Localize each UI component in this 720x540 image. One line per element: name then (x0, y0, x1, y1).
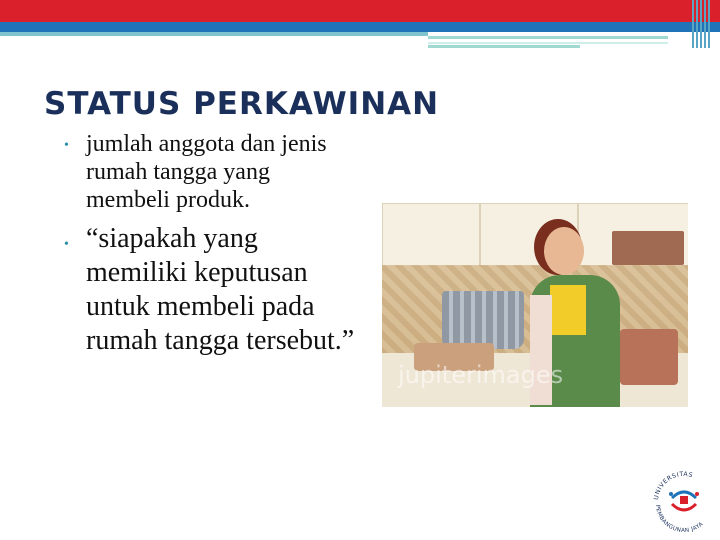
person-head (544, 227, 584, 275)
laundry-basket (442, 291, 524, 349)
stripe (700, 0, 702, 48)
bullet-text: “siapakah yang memiliki keputusan untuk membeli pada rumah tangga tersebut.” (86, 223, 355, 356)
svg-text:UNIVERSITAS: UNIVERSITAS (653, 470, 694, 501)
top-line-3 (428, 45, 580, 48)
towel-rack (612, 231, 684, 265)
top-line-2 (428, 42, 668, 44)
top-red-band (0, 0, 720, 22)
stripe (692, 0, 694, 48)
top-blue-band (0, 22, 720, 32)
university-logo (650, 466, 718, 534)
slide-title: STATUS PERKAWINAN (44, 86, 440, 122)
stripe (708, 0, 710, 48)
top-teal-band (0, 32, 428, 36)
photo-watermark: jupiterimages (398, 361, 564, 389)
bullet-text: jumlah anggota dan jenis rumah tangga yang membeli produk. (86, 131, 327, 213)
svg-text:PEMBANGUNAN JAYA: PEMBANGUNAN JAYA (653, 504, 705, 534)
bag (620, 329, 678, 385)
cabinet (382, 203, 480, 267)
right-stripes (692, 0, 720, 48)
laundry-photo (382, 203, 688, 407)
stripe (704, 0, 706, 48)
top-line-1 (428, 36, 668, 39)
stripe (696, 0, 698, 48)
bullet-dot-icon: • (64, 138, 69, 153)
person-shirt (550, 285, 586, 335)
bullet-item (56, 222, 356, 358)
bullet-dot-icon: • (64, 237, 69, 252)
bullet-item (56, 130, 356, 214)
bullet-list (56, 130, 356, 358)
